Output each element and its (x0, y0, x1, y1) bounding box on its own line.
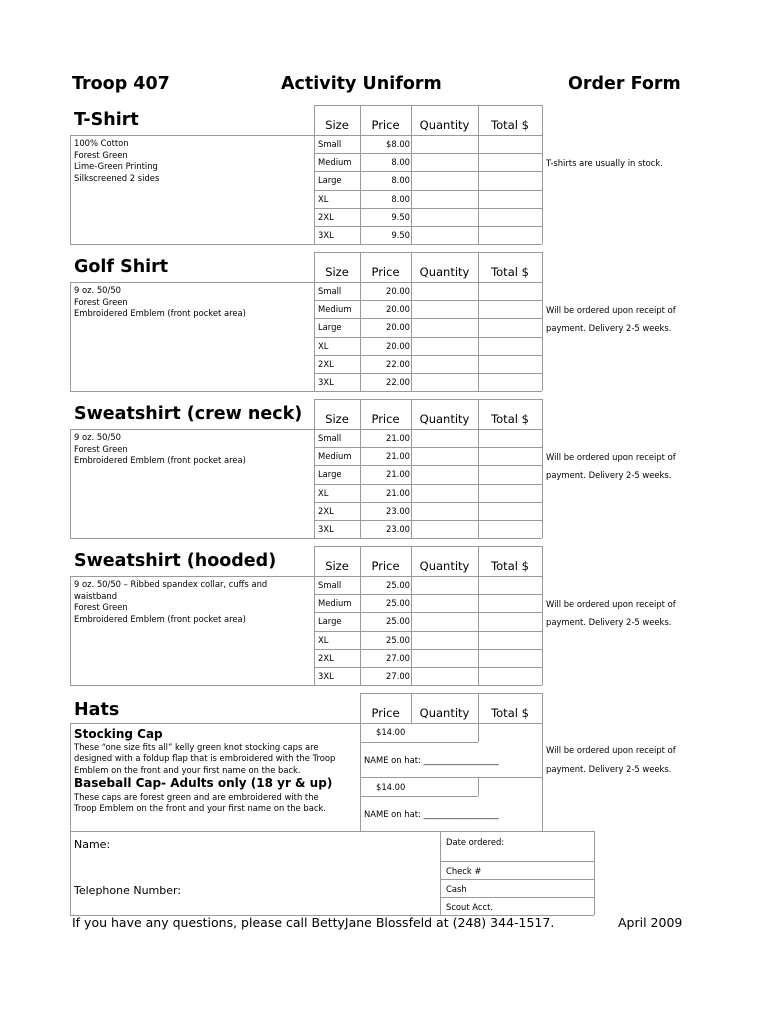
total-input-cell[interactable] (479, 209, 541, 225)
hats-price-header: Price (371, 706, 400, 720)
price-cell: 21.00 (386, 451, 410, 462)
total-input-cell[interactable] (479, 668, 541, 684)
size-cell: Medium (318, 451, 352, 462)
size-cell: Large (318, 616, 342, 627)
quantity-input-cell[interactable] (412, 319, 477, 335)
total-header: Total $ (491, 118, 529, 132)
quantity-input-cell[interactable] (412, 595, 477, 611)
section-title: Golf Shirt (74, 257, 169, 277)
hats-title: Hats (74, 700, 120, 720)
stocking-cap-title: Stocking Cap (74, 727, 163, 741)
quantity-input-cell[interactable] (412, 283, 477, 299)
total-input-cell[interactable] (479, 319, 541, 335)
price-cell: 8.00 (391, 175, 410, 186)
product-description: 9 oz. 50/50 Forest Green Embroidered Emblem (front pocket area) (74, 432, 246, 465)
size-cell: Small (318, 433, 342, 443)
quantity-header: Quantity (419, 412, 470, 426)
contact-footer: If you have any questions, please call BettyJane Blossfeld at (248) 344-1517. (72, 915, 555, 930)
quantity-input-cell[interactable] (412, 338, 477, 354)
check-label: Check # (446, 866, 482, 876)
size-cell: 3XL (318, 671, 334, 681)
quantity-input-cell[interactable] (412, 466, 477, 482)
troop-label: Troop 407 (72, 74, 170, 94)
quantity-input-cell[interactable] (412, 136, 477, 152)
quantity-header: Quantity (419, 265, 470, 279)
total-input-cell[interactable] (479, 191, 541, 207)
baseball-cap-price: $14.00 (376, 782, 406, 792)
total-input-cell[interactable] (479, 650, 541, 666)
quantity-input-cell[interactable] (412, 374, 477, 390)
hats-note-line2: payment. Delivery 2-5 weeks. (546, 764, 672, 774)
price-cell: 23.00 (386, 524, 410, 534)
product-description: 9 oz. 50/50 Forest Green Embroidered Emblem (front pocket area) (74, 285, 246, 318)
baseball-cap-name-field[interactable]: NAME on hat: __________________ (364, 809, 499, 819)
price-cell: 25.00 (386, 616, 410, 627)
total-input-cell[interactable] (479, 283, 541, 299)
price-cell: 8.00 (391, 193, 410, 204)
size-cell: 3XL (318, 377, 334, 387)
size-cell: XL (318, 634, 329, 645)
price-cell: 21.00 (386, 487, 410, 498)
baseball-cap-title: Baseball Cap- Adults only (18 yr & up) (74, 776, 333, 790)
quantity-input-cell[interactable] (412, 356, 477, 372)
price-cell: 27.00 (386, 652, 410, 663)
availability-note: Will be ordered upon receipt of (546, 452, 676, 463)
cash-label: Cash (446, 884, 467, 894)
stocking-cap-name-field[interactable]: NAME on hat: __________________ (364, 755, 499, 765)
section-title: T-Shirt (74, 110, 139, 130)
quantity-input-cell[interactable] (412, 503, 477, 519)
total-input-cell[interactable] (479, 632, 541, 648)
quantity-input-cell[interactable] (412, 521, 477, 537)
size-cell: XL (318, 193, 329, 204)
price-cell: 27.00 (386, 671, 410, 681)
stocking-cap-description: These “one size fits all” kelly green knot stocking caps are designed with a foldup flap that is embroidered with the Troop Emblem on the front and your first name on the back. (74, 742, 336, 775)
size-cell: 2XL (318, 211, 334, 222)
product-description: 100% Cotton Forest Green Lime-Green Printing Silkscreened 2 sides (74, 138, 160, 183)
total-input-cell[interactable] (479, 521, 541, 537)
price-cell: 21.00 (386, 469, 410, 480)
scout-account-label: Scout Acct. (446, 902, 494, 912)
order-form-label: Order Form (568, 74, 681, 94)
size-cell: Small (318, 580, 342, 590)
quantity-input-cell[interactable] (412, 577, 477, 593)
size-header: Size (325, 265, 349, 279)
size-header: Size (325, 559, 349, 573)
total-input-cell[interactable] (479, 374, 541, 390)
total-input-cell[interactable] (479, 595, 541, 611)
footer-date: April 2009 (618, 915, 683, 930)
section-title: Sweatshirt (crew neck) (74, 404, 303, 424)
quantity-input-cell[interactable] (412, 209, 477, 225)
product-description: 9 oz. 50/50 – Ribbed spandex collar, cuffs and waistband Forest Green Embroidered Emblem (front pocket area) (74, 579, 268, 624)
section-title: Sweatshirt (hooded) (74, 551, 277, 571)
total-input-cell[interactable] (479, 154, 541, 170)
size-cell: Large (318, 175, 342, 186)
hats-quantity-header: Quantity (419, 706, 470, 720)
size-header: Size (325, 412, 349, 426)
name-label: Name: (74, 838, 111, 851)
hats-total-header: Total $ (491, 706, 529, 720)
size-cell: Medium (318, 598, 352, 609)
size-cell: 3XL (318, 230, 334, 240)
total-input-cell[interactable] (479, 338, 541, 354)
quantity-header: Quantity (419, 559, 470, 573)
stocking-cap-price: $14.00 (376, 727, 406, 737)
quantity-input-cell[interactable] (412, 227, 477, 243)
quantity-input-cell[interactable] (412, 668, 477, 684)
total-input-cell[interactable] (479, 466, 541, 482)
telephone-label: Telephone Number: (74, 884, 182, 897)
price-cell: 20.00 (386, 340, 410, 351)
total-input-cell[interactable] (479, 503, 541, 519)
availability-note: Will be ordered upon receipt of (546, 599, 676, 610)
price-cell: 23.00 (386, 505, 410, 516)
price-header: Price (371, 265, 400, 279)
quantity-input-cell[interactable] (412, 191, 477, 207)
size-cell: Large (318, 469, 342, 480)
price-cell: $8.00 (386, 139, 410, 149)
quantity-input-cell[interactable] (412, 448, 477, 464)
price-cell: 25.00 (386, 598, 410, 609)
total-input-cell[interactable] (479, 136, 541, 152)
size-cell: Medium (318, 157, 352, 168)
size-cell: XL (318, 340, 329, 351)
quantity-header: Quantity (419, 118, 470, 132)
delivery-note: payment. Delivery 2-5 weeks. (546, 323, 672, 334)
baseball-cap-description: These caps are forest green and are embroidered with the Troop Emblem on the front and your first name on the back. (74, 792, 326, 814)
quantity-input-cell[interactable] (412, 430, 477, 446)
size-cell: 2XL (318, 505, 334, 516)
hats-note-line1: Will be ordered upon receipt of (546, 745, 676, 755)
price-header: Price (371, 412, 400, 426)
price-cell: 20.00 (386, 322, 410, 333)
price-cell: 22.00 (386, 358, 410, 369)
delivery-note: payment. Delivery 2-5 weeks. (546, 617, 672, 628)
availability-note: Will be ordered upon receipt of (546, 305, 676, 316)
quantity-input-cell[interactable] (412, 301, 477, 317)
price-cell: 8.00 (391, 157, 410, 168)
size-cell: 3XL (318, 524, 334, 534)
total-header: Total $ (491, 559, 529, 573)
total-input-cell[interactable] (479, 356, 541, 372)
size-cell: Small (318, 139, 342, 149)
price-cell: 21.00 (386, 433, 410, 443)
quantity-input-cell[interactable] (412, 172, 477, 188)
size-cell: 2XL (318, 358, 334, 369)
total-input-cell[interactable] (479, 613, 541, 629)
price-cell: 9.50 (391, 230, 410, 240)
total-input-cell[interactable] (479, 430, 541, 446)
price-cell: 20.00 (386, 304, 410, 315)
total-input-cell[interactable] (479, 577, 541, 593)
price-cell: 25.00 (386, 634, 410, 645)
total-input-cell[interactable] (479, 172, 541, 188)
quantity-input-cell[interactable] (412, 650, 477, 666)
quantity-input-cell[interactable] (412, 613, 477, 629)
price-cell: 9.50 (391, 211, 410, 222)
total-header: Total $ (491, 265, 529, 279)
price-header: Price (371, 118, 400, 132)
size-cell: Small (318, 286, 342, 296)
total-input-cell[interactable] (479, 485, 541, 501)
quantity-input-cell[interactable] (412, 485, 477, 501)
quantity-input-cell[interactable] (412, 632, 477, 648)
size-cell: XL (318, 487, 329, 498)
total-input-cell[interactable] (479, 448, 541, 464)
availability-note: T-shirts are usually in stock. (546, 158, 663, 169)
total-input-cell[interactable] (479, 227, 541, 243)
price-cell: 25.00 (386, 580, 410, 590)
form-title: Activity Uniform (281, 74, 442, 94)
quantity-input-cell[interactable] (412, 154, 477, 170)
size-header: Size (325, 118, 349, 132)
price-header: Price (371, 559, 400, 573)
price-cell: 20.00 (386, 286, 410, 296)
size-cell: 2XL (318, 652, 334, 663)
size-cell: Medium (318, 304, 352, 315)
total-input-cell[interactable] (479, 301, 541, 317)
date-ordered-label: Date ordered: (446, 837, 505, 847)
total-header: Total $ (491, 412, 529, 426)
size-cell: Large (318, 322, 342, 333)
price-cell: 22.00 (386, 377, 410, 387)
delivery-note: payment. Delivery 2-5 weeks. (546, 470, 672, 481)
